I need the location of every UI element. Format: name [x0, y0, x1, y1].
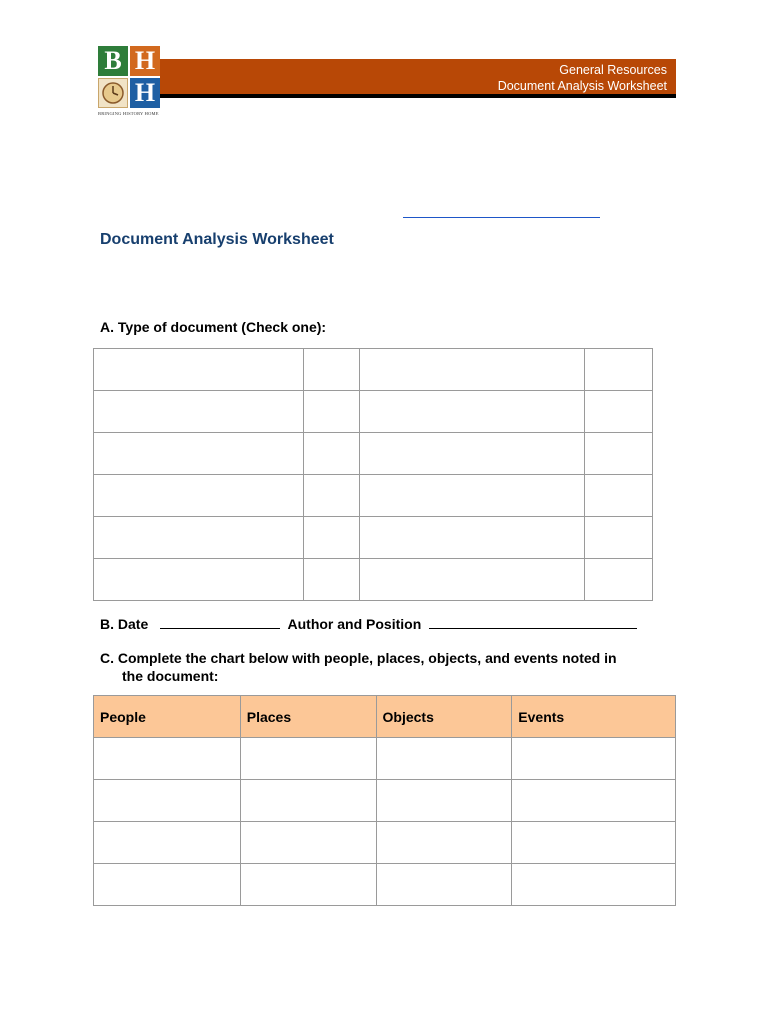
author-label: Author and Position: [287, 616, 422, 632]
places-cell[interactable]: [240, 864, 376, 906]
author-field[interactable]: [429, 614, 637, 629]
document-type-row: [94, 559, 653, 601]
places-cell[interactable]: [240, 780, 376, 822]
events-cell[interactable]: [512, 780, 676, 822]
type-cell: [94, 517, 304, 559]
document-type-table: [93, 348, 653, 601]
type-cell: [359, 475, 585, 517]
bhh-logo: [98, 46, 164, 118]
type-cell: [94, 433, 304, 475]
check-cell[interactable]: [585, 391, 653, 433]
date-label: B. Date: [100, 616, 149, 632]
page-title: Document Analysis Worksheet: [100, 231, 334, 248]
check-cell[interactable]: [303, 391, 359, 433]
check-cell[interactable]: [585, 559, 653, 601]
check-cell[interactable]: [303, 559, 359, 601]
check-cell[interactable]: [303, 433, 359, 475]
column-header-places: Places: [240, 696, 376, 738]
header-divider: [160, 94, 676, 98]
events-cell[interactable]: [512, 738, 676, 780]
document-type-row: [94, 517, 653, 559]
document-type-row: [94, 475, 653, 517]
section-b: [100, 614, 637, 632]
date-field[interactable]: [160, 614, 280, 629]
chart-row: [94, 822, 676, 864]
chart-row: [94, 864, 676, 906]
check-cell[interactable]: [303, 517, 359, 559]
type-cell: [94, 559, 304, 601]
people-cell[interactable]: [94, 780, 241, 822]
header-category: General Resources: [559, 63, 667, 77]
events-cell[interactable]: [512, 864, 676, 906]
people-cell[interactable]: [94, 738, 241, 780]
section-a-label: A. Type of document (Check one):: [100, 319, 327, 335]
document-type-row: [94, 433, 653, 475]
type-cell: [359, 559, 585, 601]
people-places-chart: [93, 695, 676, 906]
document-type-row: [94, 391, 653, 433]
logo-letter-h: H: [130, 46, 160, 76]
type-cell: [359, 391, 585, 433]
type-cell: [94, 349, 304, 391]
places-cell[interactable]: [240, 822, 376, 864]
check-cell[interactable]: [585, 475, 653, 517]
section-c-line1: C. Complete the chart below with people, places, objects, and events noted in: [100, 650, 617, 666]
section-c-line2: the document:: [122, 668, 219, 684]
clock-icon: [98, 78, 128, 108]
chart-row: [94, 780, 676, 822]
type-cell: [94, 391, 304, 433]
objects-cell[interactable]: [376, 738, 512, 780]
objects-cell[interactable]: [376, 780, 512, 822]
column-header-people: People: [94, 696, 241, 738]
check-cell[interactable]: [303, 475, 359, 517]
objects-cell[interactable]: [376, 822, 512, 864]
logo-letter-b: B: [98, 46, 128, 76]
check-cell[interactable]: [585, 433, 653, 475]
header-bar: [160, 59, 676, 95]
objects-cell[interactable]: [376, 864, 512, 906]
type-cell: [359, 517, 585, 559]
type-cell: [94, 475, 304, 517]
name-blank-line: [403, 217, 600, 218]
header-doc-title: Document Analysis Worksheet: [497, 79, 667, 93]
people-cell[interactable]: [94, 822, 241, 864]
column-header-objects: Objects: [376, 696, 512, 738]
section-c-label: [100, 649, 680, 685]
document-type-row: [94, 349, 653, 391]
events-cell[interactable]: [512, 822, 676, 864]
places-cell[interactable]: [240, 738, 376, 780]
check-cell[interactable]: [585, 349, 653, 391]
column-header-events: Events: [512, 696, 676, 738]
check-cell[interactable]: [303, 349, 359, 391]
people-cell[interactable]: [94, 864, 241, 906]
chart-row: [94, 738, 676, 780]
type-cell: [359, 349, 585, 391]
type-cell: [359, 433, 585, 475]
logo-tagline: BRINGING HISTORY HOME: [98, 111, 159, 116]
check-cell[interactable]: [585, 517, 653, 559]
logo-letter-h2: H: [130, 78, 160, 108]
